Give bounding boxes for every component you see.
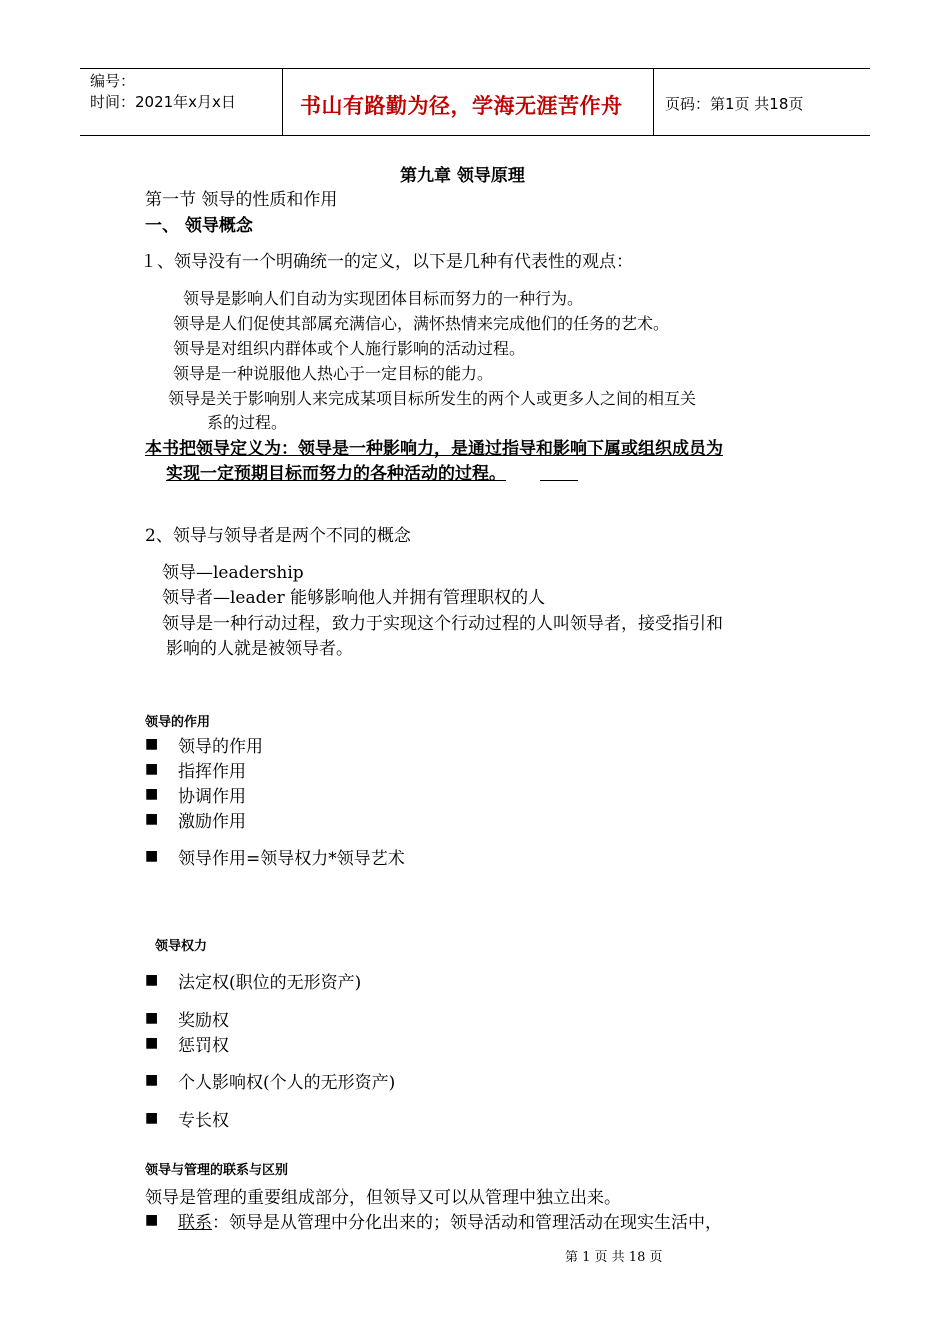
power-item: 法定权(职位的无形资产) bbox=[178, 973, 362, 993]
bullet-icon: ■ bbox=[145, 972, 159, 988]
relation-heading: 领导与管理的联系与区别 bbox=[145, 1163, 289, 1178]
role-item: 协调作用 bbox=[178, 787, 246, 807]
book-definition-line-2: 实现一定预期目标而努力的各种活动的过程。 bbox=[166, 464, 506, 484]
definition-line: 领导是一种说服他人热心于一定目标的能力。 bbox=[173, 364, 494, 383]
p2-line: 领导—leadership bbox=[162, 563, 304, 583]
bullet-icon: ■ bbox=[145, 736, 159, 752]
p2-line: 领导者—leader 能够影响他人并拥有管理职权的人 bbox=[162, 588, 546, 608]
bullet-icon: ■ bbox=[145, 786, 159, 802]
header-motto: 书山有路勤为径，学海无涯苦作舟 bbox=[300, 93, 623, 118]
underline-tail bbox=[540, 480, 578, 481]
chapter-title: 第九章 领导原理 bbox=[400, 166, 525, 186]
header-page-info: 页码：第1页 共18页 bbox=[665, 95, 804, 113]
power-item: 专长权 bbox=[178, 1111, 229, 1131]
relation-item-text: ：领导是从管理中分化出来的；领导活动和管理活动在现实生活中， bbox=[212, 1213, 722, 1233]
role-item: 激励作用 bbox=[178, 812, 246, 832]
role-heading: 领导的作用 bbox=[145, 715, 211, 730]
definition-line: 领导是人们促使其部属充满信心，满怀热情来完成他们的任务的艺术。 bbox=[173, 314, 670, 333]
power-item: 惩罚权 bbox=[178, 1036, 229, 1056]
role-item: 领导作用=领导权力*领导艺术 bbox=[178, 849, 405, 869]
header-bottom-border bbox=[80, 135, 870, 136]
relation-text: 领导是管理的重要组成部分，但领导又可以从管理中独立出来。 bbox=[145, 1188, 621, 1208]
definition-line: 领导是对组织内群体或个人施行影响的活动过程。 bbox=[173, 339, 526, 358]
book-definition-line-1: 本书把领导定义为：领导是一种影响力，是通过指导和影响下属或组织成员为 bbox=[145, 439, 723, 459]
bullet-icon: ■ bbox=[145, 1010, 159, 1026]
bullet-icon: ■ bbox=[145, 811, 159, 827]
definition-line: 系的过程。 bbox=[207, 413, 288, 432]
heading-leadership-concept: 一、 领导概念 bbox=[145, 216, 253, 236]
page-footer: 第 1 页 共 18 页 bbox=[565, 1250, 663, 1265]
role-item: 领导的作用 bbox=[178, 737, 263, 757]
power-heading: 领导权力 bbox=[155, 939, 208, 954]
power-item: 奖励权 bbox=[178, 1011, 229, 1031]
paragraph-2-intro: 2、领导与领导者是两个不同的概念 bbox=[145, 526, 411, 546]
header-time-label: 时间：2021年x月x日 bbox=[90, 93, 236, 111]
bullet-icon: ■ bbox=[145, 761, 159, 777]
role-item: 指挥作用 bbox=[178, 762, 246, 782]
header-number-label: 编号： bbox=[90, 72, 136, 90]
bullet-icon: ■ bbox=[145, 1212, 159, 1228]
header-divider-1 bbox=[282, 68, 283, 135]
bullet-icon: ■ bbox=[145, 848, 159, 864]
bullet-icon: ■ bbox=[145, 1035, 159, 1051]
definition-line: 领导是影响人们自动为实现团体目标而努力的一种行为。 bbox=[183, 289, 584, 308]
relation-item-label: 联系 bbox=[178, 1213, 212, 1233]
bullet-icon: ■ bbox=[145, 1110, 159, 1126]
power-item: 个人影响权(个人的无形资产) bbox=[178, 1073, 396, 1093]
p2-line: 影响的人就是被领导者。 bbox=[166, 639, 353, 659]
header-divider-2 bbox=[653, 68, 654, 135]
section-title: 第一节 领导的性质和作用 bbox=[145, 190, 338, 210]
relation-item bbox=[178, 1208, 722, 1233]
p2-line: 领导是一种行动过程，致力于实现这个行动过程的人叫领导者，接受指引和 bbox=[162, 614, 723, 634]
paragraph-1-intro: １、领导没有一个明确统一的定义，以下是几种有代表性的观点： bbox=[140, 252, 633, 272]
header-top-border bbox=[80, 68, 870, 69]
definition-line: 领导是关于影响别人来完成某项目标所发生的两个人或更多人之间的相互关 bbox=[168, 389, 697, 408]
bullet-icon: ■ bbox=[145, 1072, 159, 1088]
